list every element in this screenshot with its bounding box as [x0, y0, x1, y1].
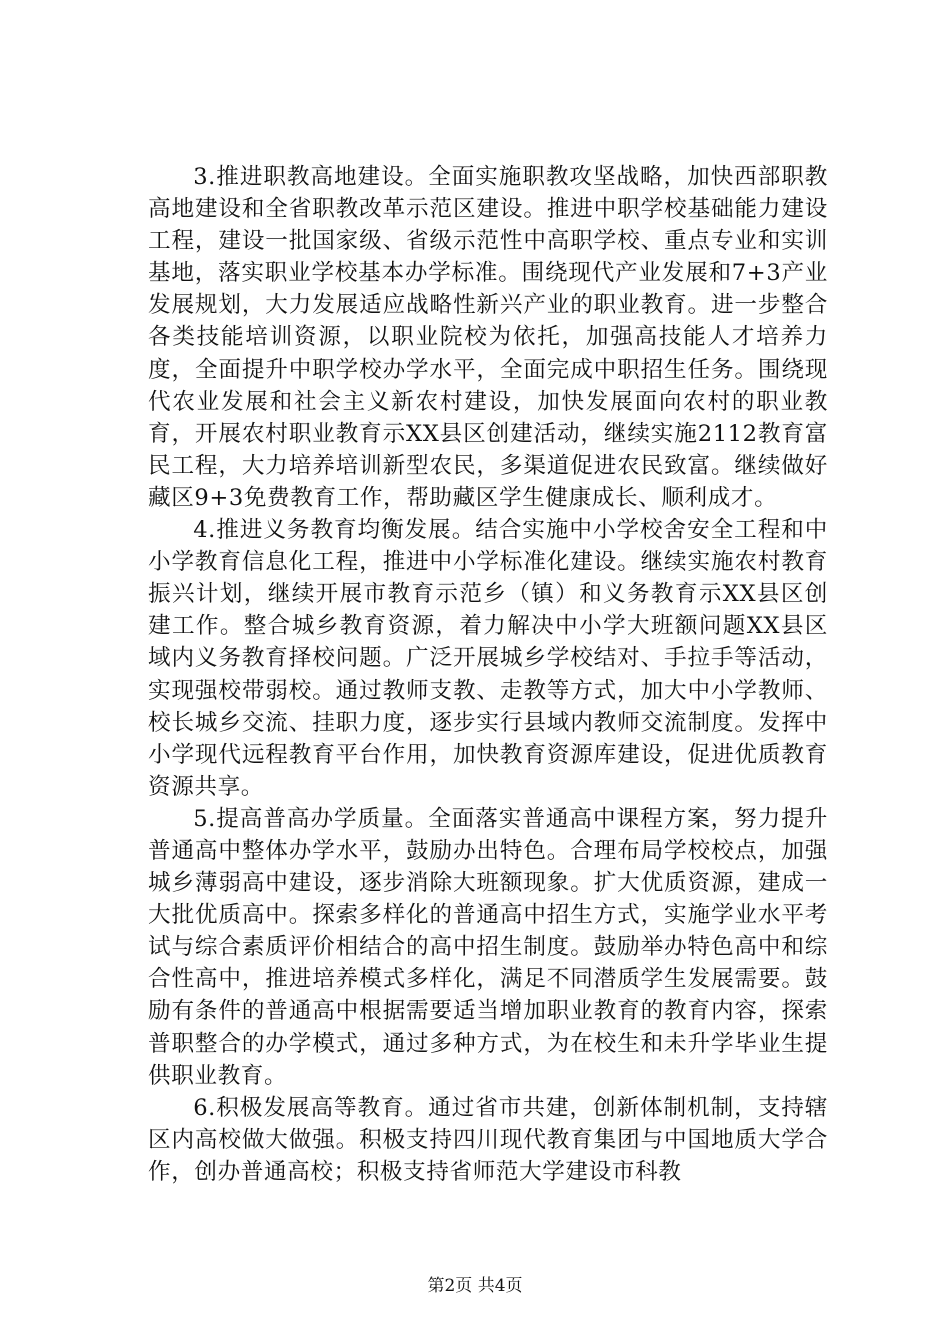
paragraph-compulsory-education: 4.推进义务教育均衡发展。结合实施中小学校舍安全工程和中小学教育信息化工程，推进中小学标准化建设。继续实施农村教育振兴计划，继续开展市教育示范乡（镇）和义务教育示XX县区创建工作。整合城乡教育资源，着力解决中小学大班额问题XX县区域内义务教育择校问题。广泛开展城乡学校结对、手拉手等活动，实现强校带弱校。通过教师支教、走教等方式，加大中小学教师、校长城乡交流、挂职力度，逐步实行县域内教师交流制度。发挥中小学现代远程教育平台作用，加快教育资源库建设，促进优质教育资源共享。 — [148, 517, 828, 800]
paragraph-high-school-quality: 5.提高普高办学质量。全面落实普通高中课程方案，努力提升普通高中整体办学水平，鼓励办出特色。合理布局学校校点，加强城乡薄弱高中建设，逐步消除大班额现象。扩大优质资源，建成一大批优质高中。探索多样化的普通高中招生方式，实施学业水平考试与综合素质评价相结合的高中招生制度。鼓励举办特色高中和综合性高中，推进培养模式多样化，满足不同潜质学生发展需要。鼓励有条件的普通高中根据需要适当增加职业教育的教育内容，探索普职整合的办学模式，通过多种方式，为在校生和未升学毕业生提供职业教育。 — [148, 805, 828, 1089]
page-number-footer: 第2页 共4页 — [427, 1276, 523, 1296]
document-body — [148, 161, 828, 1188]
paragraph-higher-education: 6.积极发展高等教育。通过省市共建，创新体制机制，支持辖区内高校做大做强。积极支持四川现代教育集团与中国地质大学合作，创办普通高校；积极支持省师范大学建设市科教 — [148, 1094, 828, 1185]
paragraph-vocational-education: 3.推进职教高地建设。全面实施职教攻坚战略，加快西部职教高地建设和全省职教改革示范区建设。推进中职学校基础能力建设工程，建设一批国家级、省级示范性中高职学校、重点专业和实训基地，落实职业学校基本办学标准。围绕现代产业发展和7+3产业发展规划，大力发展适应战略性新兴产业的职业教育。进一步整合各类技能培训资源，以职业院校为依托，加强高技能人才培养力度，全面提升中职学校办学水平，全面完成中职招生任务。围绕现代农业发展和社会主义新农村建设，加快发展面向农村的职业教育，开展农村职业教育示XX县区创建活动，继续实施2112教育富民工程，大力培养培训新型农民，多渠道促进农民致富。继续做好藏区9+3免费教育工作，帮助藏区学生健康成长、顺利成才。 — [148, 164, 828, 511]
